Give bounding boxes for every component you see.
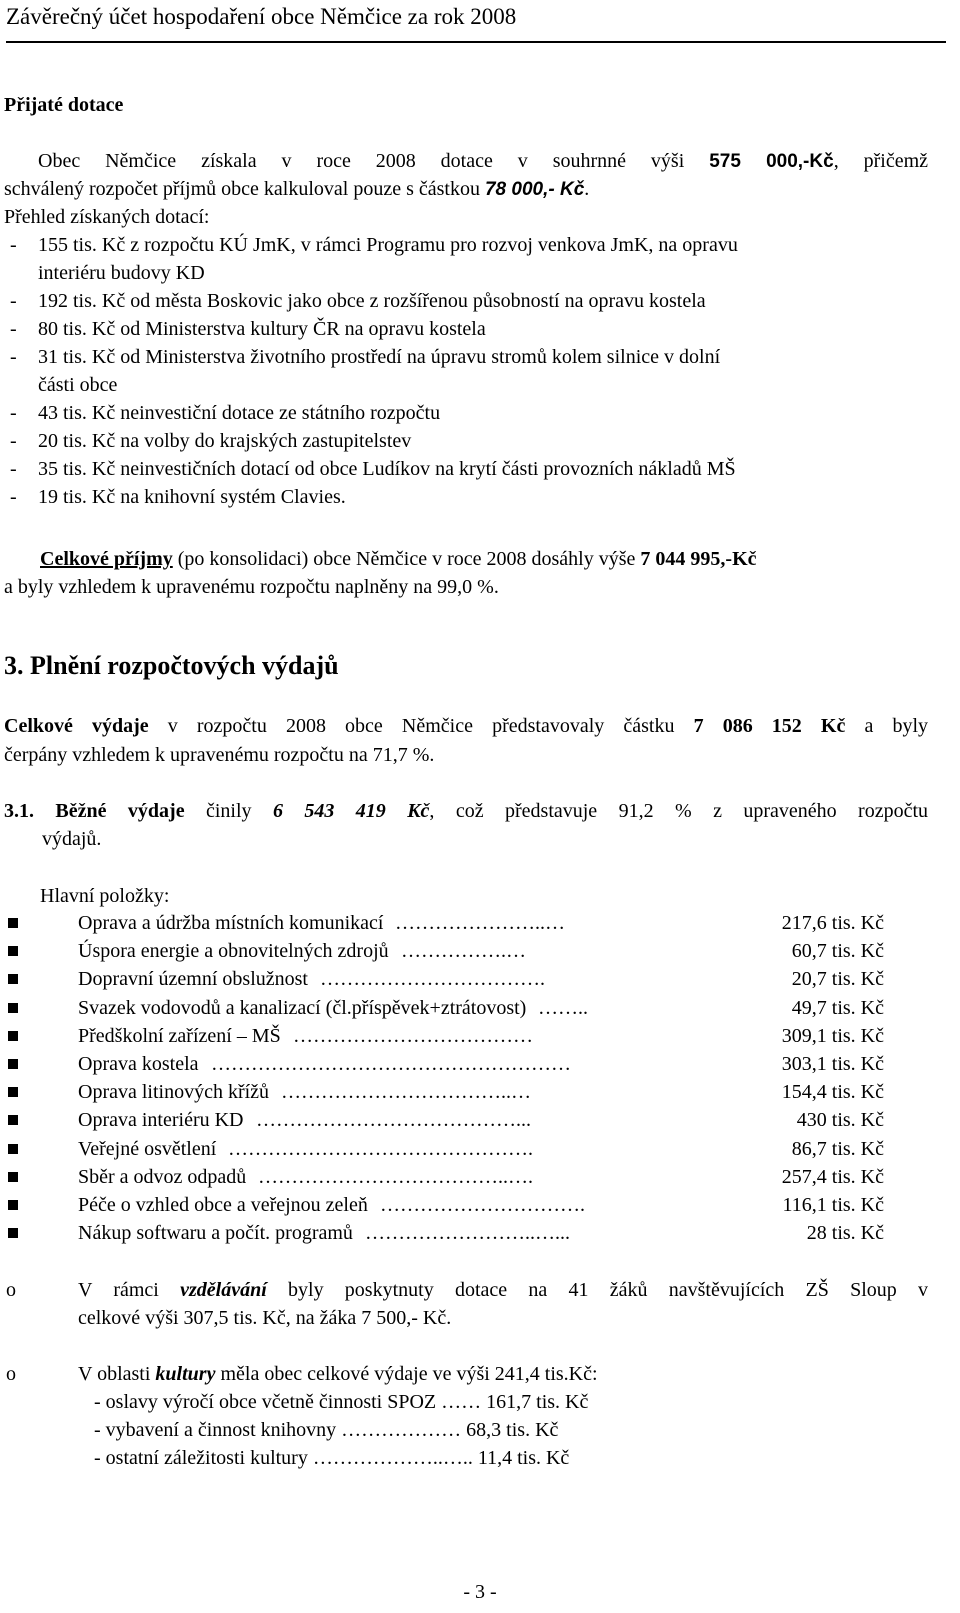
expense-item bbox=[0, 937, 920, 965]
grants-overview-label: Přehled získaných dotací: bbox=[4, 206, 210, 228]
dot-leader: …….. bbox=[538, 996, 588, 1019]
revenue-label: Celkové příjmy bbox=[40, 548, 173, 570]
expense-item bbox=[0, 1050, 920, 1078]
expense-label: Úspora energie a obnovitelných zdrojů bbox=[78, 940, 389, 963]
expense-value: 116,1 tis. Kč bbox=[782, 1194, 884, 1216]
page-header bbox=[6, 0, 946, 43]
square-bullet-icon bbox=[8, 1228, 18, 1238]
expense-item bbox=[0, 1078, 920, 1106]
expense-value: 49,7 tis. Kč bbox=[791, 996, 884, 1019]
grant-text: 35 tis. Kč neinvestičních dotací od obce Ludíkov na krytí části provozních nákladů MŠ bbox=[38, 458, 736, 480]
dot-leader: ……………………..…... bbox=[365, 1222, 570, 1245]
expense-value: 60,7 tis. Kč bbox=[791, 940, 884, 963]
square-bullet-icon bbox=[8, 1172, 18, 1182]
grant-text: 31 tis. Kč od Ministerstva životního prostředí na úpravu stromů kolem silnice v dolní bbox=[38, 346, 721, 368]
square-bullet-icon bbox=[8, 918, 18, 928]
grant-text: 155 tis. Kč z rozpočtu KÚ JmK, v rámci Programu pro rozvoj venkova JmK, na opravu bbox=[38, 234, 738, 256]
revenue-line2: a byly vzhledem k upravenému rozpočtu naplněny na 99,0 %. bbox=[4, 576, 499, 598]
grants-intro-line2: schválený rozpočet příjmů obce kalkuloval pouze s částkou 78 000,- Kč. bbox=[4, 178, 590, 200]
dash-marker: - bbox=[10, 402, 17, 424]
grant-text: 19 tis. Kč na knihovní systém Clavies. bbox=[38, 486, 346, 508]
grants-intro-line1: Obec Němčice získala v roce 2008 dotace v souhrnné výši 575 000,-Kč, přičemž bbox=[38, 150, 929, 172]
expense-label: Veřejné osvětlení bbox=[78, 1137, 217, 1160]
dash-marker: - bbox=[10, 290, 17, 312]
expense-item bbox=[0, 994, 920, 1022]
expense-value: 217,6 tis. Kč bbox=[781, 912, 884, 934]
expense-value: 303,1 tis. Kč bbox=[781, 1053, 884, 1075]
expense-value: 20,7 tis. Kč bbox=[791, 968, 884, 991]
document-title: Závěrečný účet hospodaření obce Němčice za rok 2008 bbox=[6, 4, 517, 29]
grant-item bbox=[4, 343, 720, 371]
page-number: - 3 - bbox=[463, 1581, 497, 1603]
section-heading-grants: Přijaté dotace bbox=[4, 94, 124, 116]
education-line2: celkové výši 307,5 tis. Kč, na žáka 7 500,- Kč. bbox=[78, 1307, 452, 1329]
grant-text: 80 tis. Kč od Ministerstva kultury ČR na opravu kostela bbox=[38, 318, 486, 340]
expense-item bbox=[0, 965, 920, 993]
grant-text: 20 tis. Kč na volby do krajských zastupitelstev bbox=[38, 430, 412, 452]
section-heading-expenditures: 3. Plnění rozpočtových výdajů bbox=[4, 651, 339, 680]
expense-label: Nákup softwaru a počít. programů bbox=[78, 1222, 353, 1245]
dash-marker: - bbox=[10, 318, 17, 340]
dot-leader: ……………………………………………… bbox=[211, 1053, 571, 1075]
grant-text: 43 tis. Kč neinvestiční dotace ze státního rozpočtu bbox=[38, 402, 441, 424]
square-bullet-icon bbox=[8, 1031, 18, 1041]
expense-value: 28 tis. Kč bbox=[806, 1222, 884, 1245]
expense-label: Péče o vzhled obce a veřejnou zeleň bbox=[78, 1194, 368, 1216]
dot-leader: …………….… bbox=[401, 940, 526, 963]
expense-item bbox=[0, 1191, 920, 1219]
dot-leader: ………………………………………. bbox=[228, 1137, 533, 1160]
square-bullet-icon bbox=[8, 1144, 18, 1154]
square-bullet-icon bbox=[8, 974, 18, 984]
dash-marker: - bbox=[10, 234, 17, 256]
grant-item bbox=[4, 287, 706, 315]
expense-value: 257,4 tis. Kč bbox=[781, 1165, 884, 1188]
grant-item bbox=[4, 399, 440, 427]
expenditure-line1: Celkové výdaje v rozpočtu 2008 obce Němčice představovaly částku 7 086 152 Kč a byly bbox=[4, 715, 929, 737]
square-bullet-icon bbox=[8, 1115, 18, 1125]
expense-item bbox=[0, 909, 920, 937]
expense-item bbox=[0, 1163, 920, 1191]
square-bullet-icon bbox=[8, 1200, 18, 1210]
expense-item bbox=[0, 1022, 920, 1050]
revenue-line1: Celkové příjmy (po konsolidaci) obce Němčice v roce 2008 dosáhly výše 7 044 995,-Kč bbox=[40, 548, 757, 570]
current-expenditure-line1: 3.1. Běžné výdaje činily 6 543 419 Kč, což představuje 91,2 % z upraveného rozpočtu bbox=[4, 800, 929, 822]
education-line1: V rámci vzdělávání byly poskytnuty dotace na 41 žáků navštěvujících ZŠ Sloup v bbox=[78, 1279, 929, 1301]
dot-leader: …………………………………... bbox=[256, 1109, 531, 1132]
expense-label: Oprava litinových křížů bbox=[78, 1081, 270, 1104]
dash-marker: - bbox=[10, 486, 17, 508]
expense-label: Dopravní územní obslužnost bbox=[78, 968, 308, 991]
culture-item: - vybavení a činnost knihovny ……………… 68,3 tis. Kč bbox=[94, 1419, 559, 1441]
dash-marker: - bbox=[10, 430, 17, 452]
expenditure-line2: čerpány vzhledem k upravenému rozpočtu na 71,7 %. bbox=[4, 744, 435, 766]
dot-leader: …………………..… bbox=[395, 912, 565, 934]
dot-leader: …………………………. bbox=[380, 1194, 585, 1216]
grant-item bbox=[4, 427, 411, 455]
expense-label: Svazek vodovodů a kanalizací (čl.příspěvek+ztrátovost) bbox=[78, 996, 527, 1019]
expense-label: Sběr a odvoz odpadů bbox=[78, 1165, 247, 1188]
main-items-heading: Hlavní položky: bbox=[40, 885, 170, 907]
expense-item bbox=[0, 1135, 920, 1163]
expense-value: 309,1 tis. Kč bbox=[781, 1024, 884, 1047]
grant-text: 192 tis. Kč od města Boskovic jako obce z rozšířenou působností na opravu kostela bbox=[38, 290, 706, 312]
current-expenditure-line2: výdajů. bbox=[42, 828, 102, 850]
grant-item bbox=[4, 231, 738, 259]
dot-leader: ……………………………. bbox=[320, 968, 545, 991]
expense-label: Oprava a údržba místních komunikací bbox=[78, 912, 384, 934]
expense-label: Předškolní zařízení – MŠ bbox=[78, 1024, 281, 1047]
expense-item bbox=[0, 1219, 920, 1247]
grant-text-continued: části obce bbox=[38, 374, 118, 396]
dot-leader: ……………………………… bbox=[293, 1024, 533, 1047]
dot-leader: ………………………………..…. bbox=[258, 1165, 533, 1188]
culture-line1: V oblasti kultury měla obec celkové výdaje ve výši 241,4 tis.Kč: bbox=[78, 1363, 598, 1385]
culture-item: - ostatní záležitosti kultury ………………..….. 11,4 tis. Kč bbox=[94, 1447, 570, 1469]
grant-item bbox=[4, 315, 486, 343]
square-bullet-icon bbox=[8, 1059, 18, 1069]
dash-marker: - bbox=[10, 458, 17, 480]
grant-item bbox=[4, 455, 736, 483]
dash-marker: - bbox=[10, 346, 17, 368]
grant-text-continued: interiéru budovy KD bbox=[38, 262, 205, 284]
culture-marker: o bbox=[6, 1363, 16, 1385]
square-bullet-icon bbox=[8, 1087, 18, 1097]
expense-value: 86,7 tis. Kč bbox=[791, 1137, 884, 1160]
expense-label: Oprava interiéru KD bbox=[78, 1109, 244, 1132]
expense-item bbox=[0, 1106, 920, 1134]
square-bullet-icon bbox=[8, 946, 18, 956]
dot-leader: ……………………………..… bbox=[281, 1081, 531, 1104]
expense-value: 154,4 tis. Kč bbox=[781, 1081, 884, 1104]
expense-value: 430 tis. Kč bbox=[796, 1109, 884, 1132]
culture-item: - oslavy výročí obce včetně činnosti SPOZ …… 161,7 tis. Kč bbox=[94, 1391, 589, 1413]
grant-item bbox=[4, 483, 346, 511]
education-marker: o bbox=[6, 1279, 16, 1301]
square-bullet-icon bbox=[8, 1003, 18, 1013]
expense-label: Oprava kostela bbox=[78, 1053, 199, 1075]
